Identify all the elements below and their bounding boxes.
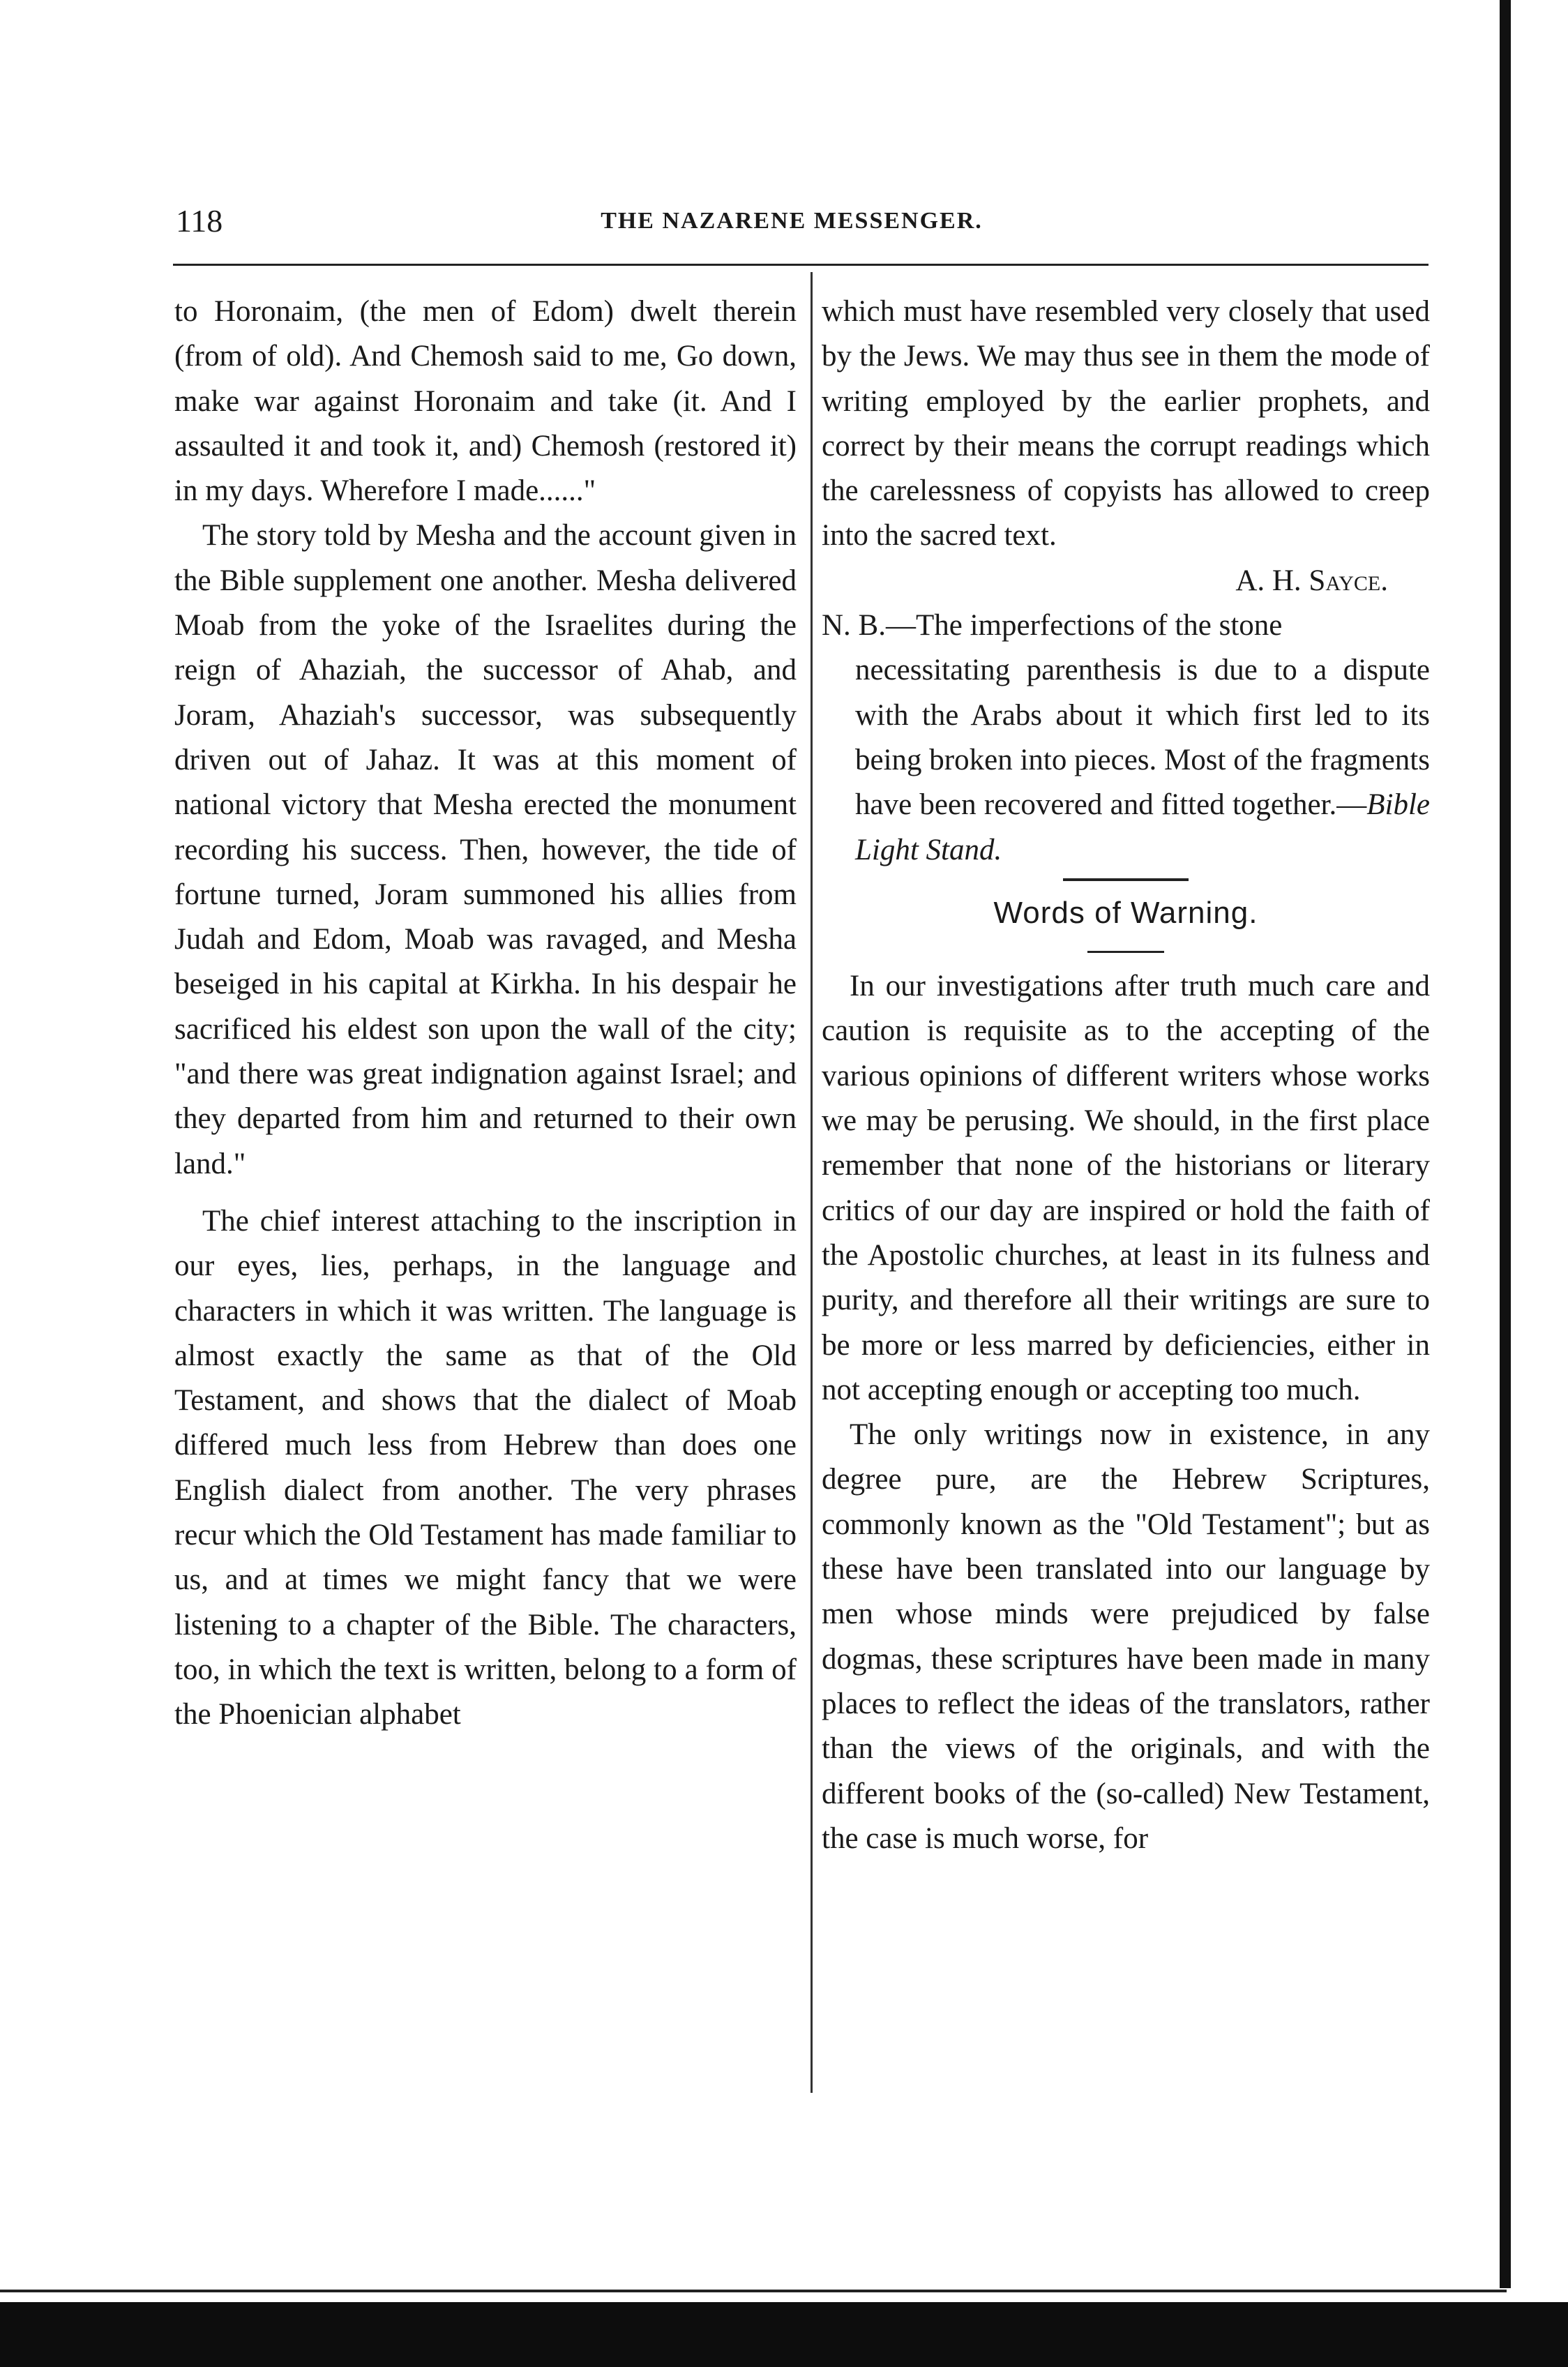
bottom-rule [0,2290,1507,2292]
note-label: N. B. [822,609,886,643]
heading-underline-rule [1087,951,1164,953]
editor-note-body [822,648,1430,872]
note-first-line: —The imperfections of the stone [885,609,1283,643]
right-paragraph-2: The only writings now in existence, in any degree pure, are the Hebrew Scriptures, commonly known as the "Old Testament"; but as these have been translated into our language by men whose minds were prejudiced by false dogmas, these scriptures have been made in many places to reflect the ideas of the translators, rather than the views of the originals, and with the different books of the (so-called) New Testament, the case is much worse, for [822,1418,1430,1855]
author-signature: A. H. Sayce. [1235,564,1388,597]
note-source: Bible Light Stand. [855,788,1430,866]
right-column [822,290,1430,1861]
binding-edge-marks [0,0,21,488]
editor-note [822,603,1430,648]
left-paragraph-1: to Horonaim, (the men of Edom) dwelt therein (from of old). And Chemosh said to me, Go down, make war against Horonaim and take (it. And I assaulted it and took it, and) Chemosh (restored it) in my days. Wherefore I made......" [174,295,797,508]
journal-title: THE NAZARENE MESSENGER. [601,208,983,234]
left-paragraph-2: The story told by Mesha and the account given in the Bible supplement one another. Mesha delivered Moab from the yoke of the Israelites during the reign of Ahaziah, the successor of Ahab, and Joram, Ahaziah's successor, was subsequently driven out of Jahaz. It was at this moment of national victory that Mesha erected the monument recording his success. Then, however, the tide of fortune turned, Joram summoned his allies from Judah and Edom, Moab was ravaged, and Mesha beseiged in his capital at Kirkha. In his despair he sacrificed his eldest son upon the wall of the city; "and there was great indignation against Israel; and they departed from him and returned to their own land." [174,519,797,1180]
left-paragraph-3: The chief interest attaching to the inscription in our eyes, lies, perhaps, in the language and characters in which it was written. The language is almost exactly the same as that of the Old Testament, and shows that the dialect of Moab differed much less from Hebrew than does one English dialect from another. The very phrases recur which the Old Testament has made familiar to us, and at times we might fancy that we were listening to a chapter of the Bible. The characters, too, in which the text is written, belong to a form of the Phoenician alphabet [174,1204,797,1731]
running-header [167,202,1416,244]
right-edge-bar [1500,0,1511,2288]
column-divider [811,272,813,2093]
article-heading: Words of Warning. [993,895,1258,930]
right-paragraph-1: In our investigations after truth much care and caution is requisite as to the accepting of the various opinions of different writers whose works we may be perusing. We should, in the first place remember that none of the historians or literary critics of our day are inspired or hold the faith of the Apostolic churches, at least in its fulness and purity, and therefore all their writings are sure to be more or less marred by deficiencies, either in not accepting enough or accepting too much. [822,970,1430,1406]
note-body-text: necessitating parenthesis is due to a dispute with the Arabs about it which first led to its being broken into pieces. Most of the fragments have been recovered and fitted together.— [855,654,1430,822]
page-number: 118 [176,203,223,239]
bottom-edge-bar [0,2302,1568,2367]
header-rule [173,264,1428,266]
left-column [174,290,797,1738]
right-continuation-paragraph: which must have resembled very closely that used by the Jews. We may thus see in them the mode of writing employed by the earlier prophets, and correct by their means the corrupt readings which the carelessness of copyists has allowed to creep into the sacred text. [822,295,1430,553]
heading-ornament-rule [1063,878,1189,881]
